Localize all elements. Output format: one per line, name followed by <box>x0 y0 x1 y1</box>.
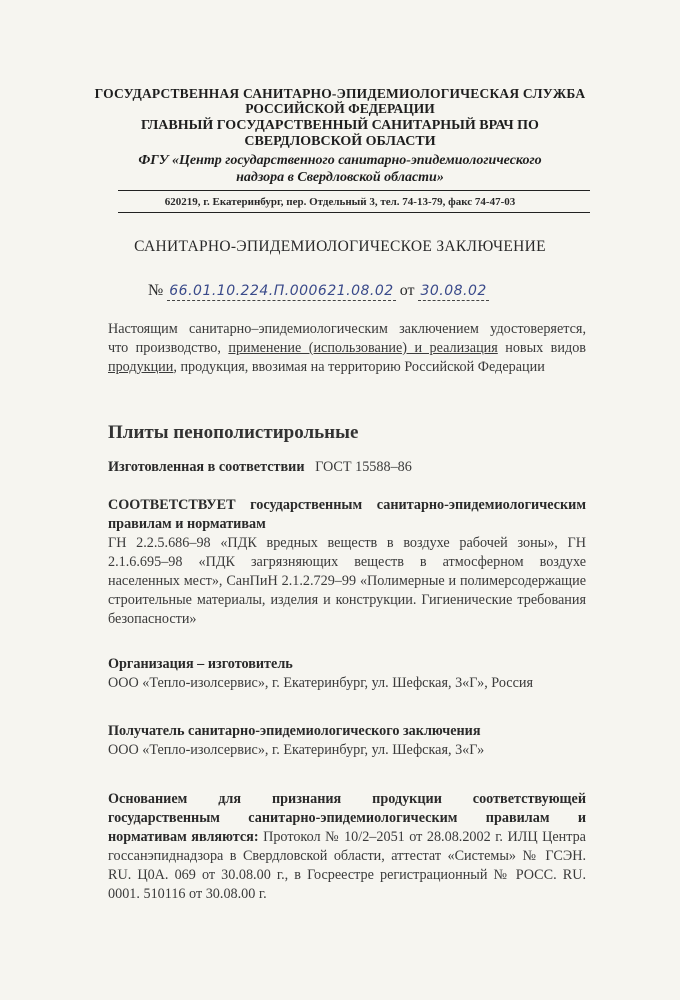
header-line-3: ГЛАВНЫЙ ГОСУДАРСТВЕННЫЙ САНИТАРНЫЙ ВРАЧ ПО <box>141 118 539 133</box>
number-prefix: № <box>148 282 164 299</box>
intro-text-2: новых видов <box>497 340 586 356</box>
date-prefix: от <box>399 282 415 299</box>
header-line-6: надзора в Свердловской области» <box>236 170 444 185</box>
basis-section <box>108 790 586 904</box>
conformity-section <box>108 496 586 629</box>
intro-text-3: , продукция, ввозимая на территорию Российской Федерации <box>173 359 545 375</box>
header-address: 620219, г. Екатеринбург, пер. Отдельный 3, тел. 74-13-79, факс 74-47-03 <box>164 196 516 208</box>
manufactured-line <box>108 458 586 477</box>
basis-text: Протокол № 10/2–2051 от 28.08.2002 г. ИЛЦ Центра госсанэпиднадзора в Свердловской области, аттестат «Системы» № ГСЭН. RU. Ц0А. 069 от 30.08.00 г., в Госреестре регистрационный № РОСС. RU. 0001. 510116 от 30.08.00 г. <box>108 829 586 902</box>
header-rule-top <box>118 190 590 191</box>
recipient-label: Получатель санитарно-эпидемиологического заключения <box>108 723 481 739</box>
header-line-4: СВЕРДЛОВСКОЙ ОБЛАСТИ <box>244 134 436 149</box>
conformity-text: ГН 2.2.5.686–98 «ПДК вредных веществ в воздухе рабочей зоны», ГН 2.1.6.695–98 «ПДК загрязняющих веществ в атмосферном воздухе населенных мест», СанПиН 2.1.2.729–99 «Полимерные и полимерсодержащие строительные материалы, изделия и конструкции. Гигиенические требования безопасности» <box>108 535 586 627</box>
intro-text-1: Настоящим санитарно–эпидемиологическим заключением удостоверяется, что производство, <box>108 321 586 356</box>
manufactured-label: Изготовленная в соответствии <box>108 459 305 475</box>
manufacturer-section <box>108 655 586 693</box>
document-number: 66.01.10.224.П.000621.08.02 <box>169 283 394 299</box>
recipient-text: ООО «Тепло-изолсервис», г. Екатеринбург, ул. Шефская, 3«Г» <box>108 742 485 758</box>
product-name: Плиты пенополистирольные <box>108 422 359 443</box>
document-number-line <box>148 282 489 301</box>
manufacturer-text: ООО «Тепло-изолсервис», г. Екатеринбург, ул. Шефская, 3«Г», Россия <box>108 675 533 691</box>
intro-underlined-2: продукции <box>108 359 174 375</box>
basis-label: Основанием для признания продукции соответствующей государственным санитарно-эпидемиологическим правилам и нормативам являются: <box>108 791 586 845</box>
header-rule-bottom <box>118 212 590 213</box>
recipient-section <box>108 722 586 760</box>
conformity-label: СООТВЕТСТВУЕТ государственным санитарно-эпидемиологическим правилам и нормативам <box>108 497 586 532</box>
manufactured-standard: ГОСТ 15588–86 <box>315 459 412 475</box>
header-line-1: ГОСУДАРСТВЕННАЯ САНИТАРНО-ЭПИДЕМИОЛОГИЧЕСКАЯ СЛУЖБА <box>94 86 586 101</box>
header-line-5: ФГУ «Центр государственного санитарно-эпидемиологического <box>138 153 542 168</box>
document-date: 30.08.02 <box>420 283 487 299</box>
intro-underlined-1: применение (использование) и реализация <box>228 340 498 356</box>
manufacturer-label: Организация – изготовитель <box>108 656 293 672</box>
header-line-2: РОССИЙСКОЙ ФЕДЕРАЦИИ <box>245 101 435 116</box>
document-title: САНИТАРНО-ЭПИДЕМИОЛОГИЧЕСКОЕ ЗАКЛЮЧЕНИЕ <box>134 238 546 255</box>
intro-paragraph <box>108 320 586 377</box>
